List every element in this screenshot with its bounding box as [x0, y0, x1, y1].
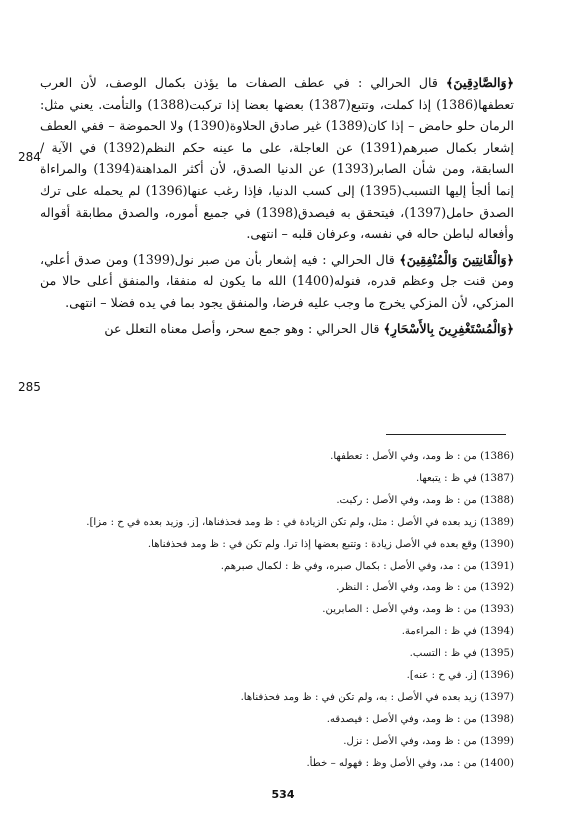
footnote: (1393) من : ظ ومد، وفي الأصل : الصابرين. [322, 604, 514, 616]
footnote: (1388) من : ظ ومد، وفي الأصل : ركبت. [336, 494, 514, 506]
footnote: (1391) من : مد، وفي الأصل : بكمال صبره، وفي ظ : لكمال صبرهم. [220, 560, 514, 572]
footnote: (1397) زيد بعده في الأصل : به، ولم تكن في : ظ ومد فحذفناها. [240, 691, 514, 703]
paragraph-qanitin [40, 249, 514, 314]
footnote: (1395) في ظ : التسب. [409, 648, 514, 660]
footnote: (1398) من : ظ ومد، وفي الأصل : فيصدقه. [326, 713, 514, 725]
main-text [40, 72, 514, 339]
footnote: (1387) في ظ : يتبعها. [415, 472, 514, 484]
paragraph-text: قال الحرالي : في عطف الصفات ما يؤذن بكمال الوصف، لأن العرب تعطفها(1386) إذا كملت، وتتبع(1387) بعضها بعضا إذا تركبت(1388) والتأمت. يعني مثل: الرمان حلو حامض – إذا كان(1389) غير صادق الحلاوة(1390) ولا الحموضة – ففي العطف إشعار بكمال صبرهم(1391) عن العاجلة، على ما عينه حكم النظم(1392) في الآية / السابقة، ومن شأن الصابر(1393) عن الدنيا الصدق، لأن أكثر المداهنة(1394) والمراءاة إنما ألجأ إليها التسبب(1395) إلى كسب الدنيا، فإذا رغب عنها(1396) لم يحمله على ترك الصدق حامل(1397)، فيتحقق به فيصدق(1398) في جميع أموره، والصدق مطابقة أقواله وأفعاله لباطن حاله في نفسه، وعرفان قلبه – انتهى. [40, 75, 515, 242]
footnote-divider [386, 434, 506, 435]
footnote: (1386) من : ظ ومد، وفي الأصل : تعطفها. [330, 451, 514, 462]
verse-heading: ﴿وَالْقَانِتِينَ وَالْمُنْفِقِينَ﴾ [399, 251, 514, 267]
footnotes [20, 446, 514, 775]
footnote: (1399) من : ظ ومد، وفي الأصل : نزل. [343, 735, 514, 747]
paragraph-mustaghfirin [40, 318, 514, 340]
verse-heading: ﴿وَالصَّادِقِينَ﴾ [446, 75, 514, 90]
footnote: (1400) من : مد، وفي الأصل وظ : فهوله – خطأ. [306, 757, 514, 769]
verse-number: 284 [18, 150, 41, 164]
footnote: (1389) زيد بعده في الأصل : مثل، ولم تكن الزيادة في : ظ ومد فحذفناها، [ز. وزيد بعده في ح : مزا]. [86, 516, 514, 528]
footnote: (1396) [ز. في ح : عنه]. [406, 670, 514, 682]
footnote: (1392) من : ظ ومد، وفي الأصل : النظر. [336, 582, 514, 594]
verse-number: 285 [18, 380, 41, 394]
footnote: (1394) في ظ : المراءمة. [401, 626, 514, 638]
footnote: (1390) وقع بعده في الأصل زيادة : وتتبع بعضها إذا ترا. ولم تكن في : ظ ومد فحذفناها. [147, 538, 514, 550]
page-number: 534 [271, 788, 295, 801]
paragraph-text: قال الحرالي : فيه إشعار بأن من صبر نول(1399) ومن صدق أعلي، ومن قنت جل وعظم قدره، فنوله(1400) الله ما يكون له منفقا، والمنفق أعلى حالا من المزكي، لأن المزكي يخرج ما وجب عليه فرضا، والمنفق يجود بما في يده فضلا – انتهى. [40, 251, 514, 310]
verse-heading: ﴿وَالْمُسْتَغْفِرِينَ بِالأَسْحَارِ﴾ [383, 320, 514, 336]
paragraph-text: قال الحرالي : وهو جمع سحر، وأصل معناه التعلل عن [104, 320, 384, 336]
paragraph-sadiqin [40, 72, 514, 245]
